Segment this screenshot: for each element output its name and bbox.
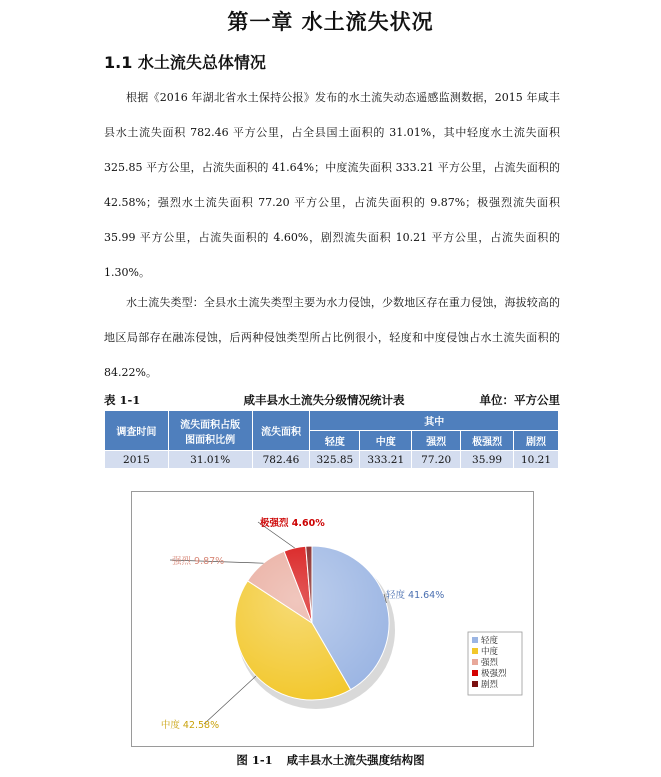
table-row xyxy=(105,451,559,469)
pie-data-label-3: 强烈 9.87% xyxy=(172,556,225,567)
cell-severe: 10.21 xyxy=(514,451,559,469)
header-moderate: 中度 xyxy=(360,431,412,451)
legend-label-5: 剧烈 xyxy=(481,680,499,690)
cell-very-intense: 35.99 xyxy=(461,451,514,469)
pie-data-label-4: 极强烈 4.60% xyxy=(260,518,325,529)
cell-year: 2015 xyxy=(105,451,169,469)
header-area: 流失面积 xyxy=(252,411,310,451)
table-number: 表 1-1 xyxy=(104,393,141,407)
pie-data-label-2: 中度 42.58% xyxy=(160,720,220,731)
pie-data-label-1: 轻度 41.64% xyxy=(386,590,445,601)
pie-highlight xyxy=(235,546,389,700)
paragraph-erosion-type: 水土流失类型：全县水土流失类型主要为水力侵蚀，少数地区存在重力侵蚀，海拔较高的地区局部存在融冻侵蚀，后两种侵蚀类型所占比例很小，轻度和中度侵蚀占水土流失面积的 84.22%。 xyxy=(104,296,560,379)
chapter-title: 第一章 水土流失状况 xyxy=(227,10,434,34)
header-ratio-line2: 图面积比例 xyxy=(185,434,236,446)
figure-number: 图 1-1 xyxy=(236,753,273,767)
legend-swatch-2 xyxy=(472,648,478,654)
cell-area: 782.46 xyxy=(252,451,310,469)
legend-label-4: 极强烈 xyxy=(481,669,507,679)
erosion-grade-table xyxy=(104,410,559,469)
header-ratio-line1: 流失面积占版 xyxy=(180,419,241,431)
table-header-row xyxy=(105,411,559,431)
legend-swatch-1 xyxy=(472,637,478,643)
figure-caption xyxy=(0,752,661,768)
cell-light: 325.85 xyxy=(310,451,360,469)
legend-swatch-4 xyxy=(472,670,478,676)
header-group: 其中 xyxy=(310,411,559,431)
header-light: 轻度 xyxy=(310,431,360,451)
table-title: 咸丰县水土流失分级情况统计表 xyxy=(243,393,405,407)
legend-swatch-5 xyxy=(472,681,478,687)
header-very-intense: 极强烈 xyxy=(461,431,514,451)
cell-moderate: 333.21 xyxy=(360,451,412,469)
table-unit: 单位：平方公里 xyxy=(479,393,560,407)
paragraph-erosion-area: 根据《2016 年湖北省水土保持公报》发布的水土流失动态遥感监测数据，2015 年咸丰县水土流失面积 782.46 平方公里，占全县国土面积的 31.01%，其中轻度水土流失面积 325.85 平方公里，占流失面积的 41.64%；中度流失面积 333.21 平方公里，占流失面积的 42.58%；强烈水土流失面积 77.20 平方公里，占流失面积的 9.87%；极强烈流失面积 35.99 平方公里，占流失面积的 4.60%，剧烈流失面积 10.21 平方公里，占流失面积的 1.30%。 xyxy=(104,91,560,279)
cell-intense: 77.20 xyxy=(412,451,461,469)
legend-label-2: 中度 xyxy=(481,647,499,657)
chart-frame xyxy=(131,491,534,747)
pie-chart xyxy=(132,492,533,746)
figure-title: 咸丰县水土流失强度结构图 xyxy=(286,753,425,767)
section-title: 1.1 水土流失总体情况 xyxy=(104,53,266,72)
legend-label-3: 强烈 xyxy=(481,658,499,668)
legend-label-1: 轻度 xyxy=(481,636,499,646)
header-ratio xyxy=(168,411,252,451)
header-severe: 剧烈 xyxy=(514,431,559,451)
cell-ratio: 31.01% xyxy=(168,451,252,469)
pie-leader-line-2 xyxy=(204,676,256,724)
legend-swatch-3 xyxy=(472,659,478,665)
table-caption xyxy=(104,392,560,410)
header-intense: 强烈 xyxy=(412,431,461,451)
header-year: 调查时间 xyxy=(105,411,169,451)
